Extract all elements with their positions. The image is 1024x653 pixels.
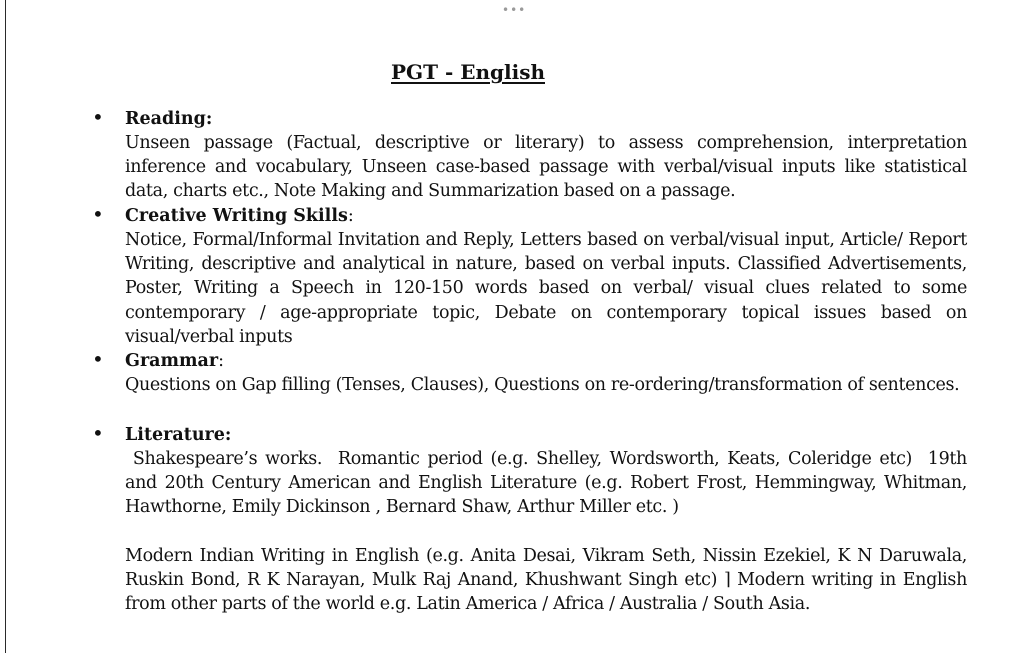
bullet-icon: • xyxy=(92,347,104,371)
section-heading-colon: : xyxy=(347,206,354,226)
page-left-edge xyxy=(5,0,6,653)
section-grammar xyxy=(125,349,967,397)
section-heading xyxy=(125,107,967,131)
bullet-icon: • xyxy=(92,202,104,226)
section-heading-text: Literature: xyxy=(125,425,232,445)
section-body: Questions on Gap filling (Tenses, Clauses), Questions on re-ordering/transformation of sentences. xyxy=(125,375,960,395)
bullet-icon: • xyxy=(92,421,104,445)
section-body-paragraph-2: Modern Indian Writing in English (e.g. Anita Desai, Vikram Seth, Nissin Ezekiel, K N Daruwala, Ruskin Bond, R K Narayan, Mulk Raj Anand, Khushwant Singh etc) ⌉ Modern writing in English from other parts of the world e.g. Latin America / Africa / Australia / South Asia. xyxy=(125,545,967,615)
bullet-icon: • xyxy=(92,105,104,129)
section-heading xyxy=(125,204,967,228)
section-heading-text: Creative Writing Skills xyxy=(125,206,348,226)
more-options-icon[interactable]: ••• xyxy=(502,3,527,17)
section-heading-text: Grammar xyxy=(125,351,219,371)
section-heading xyxy=(125,349,967,373)
section-reading xyxy=(125,107,967,204)
section-body: Notice, Formal/Informal Invitation and Reply, Letters based on verbal/visual input, Article/ Report Writing, descriptive and analytical in nature, based on verbal inputs. Classified Advertisements, Poster, Writing a Speech in 120-150 words based on verbal/ visual clues related to some contemporary / age-appropriate topic, Debate on contemporary topical issues based on visual/verbal inputs xyxy=(125,230,967,347)
section-literature xyxy=(125,423,973,616)
section-heading xyxy=(125,423,967,447)
page-title: PGT - English xyxy=(391,60,545,84)
section-heading-text: Reading: xyxy=(125,109,213,129)
section-heading-colon: : xyxy=(218,351,225,371)
section-body: Unseen passage (Factual, descriptive or literary) to assess comprehension, interpretation inference and vocabulary, Unseen case-based passage with verbal/visual inputs like statistical data, charts etc., Note Making and Summarization based on a passage. xyxy=(125,133,967,202)
section-body: Shakespeare’s works. Romantic period (e.g. Shelley, Wordsworth, Keats, Coleridge etc) 19th and 20th Century American and English Literature (e.g. Robert Frost, Hemmingway, Whitman, Hawthorne, Emily Dickinson , Bernard Shaw, Arthur Miller etc. ) xyxy=(125,449,973,518)
section-creative-writing xyxy=(125,204,967,349)
